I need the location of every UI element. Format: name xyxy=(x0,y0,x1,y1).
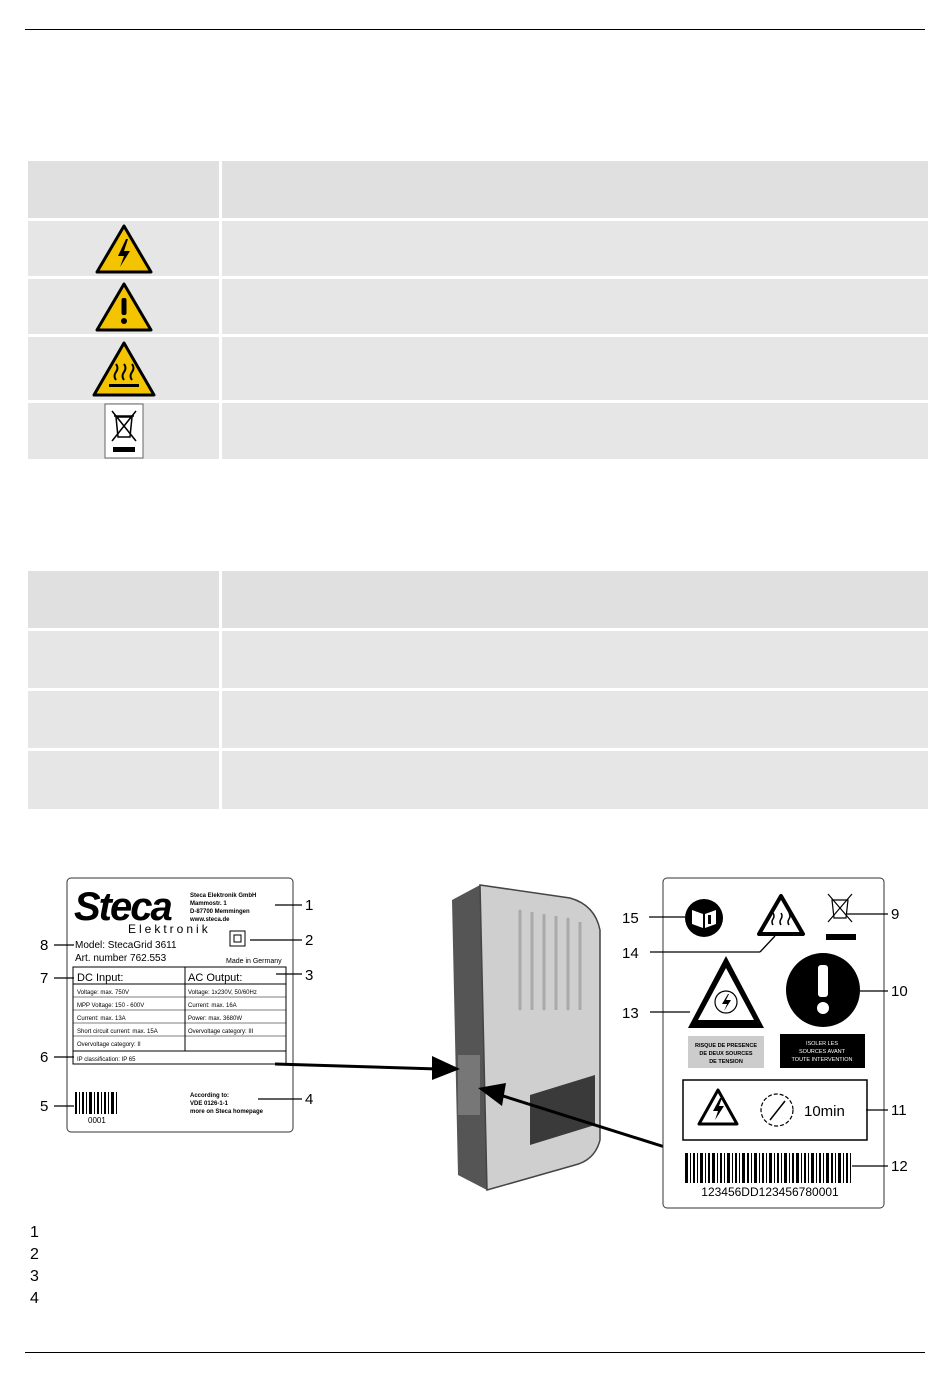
info-table xyxy=(28,571,928,809)
table-row xyxy=(28,221,928,276)
table-header xyxy=(28,161,928,218)
made-in-text: Made in Germany xyxy=(226,958,282,965)
table-row xyxy=(28,751,928,809)
french-warning-line: DE TENSION xyxy=(709,1059,743,1065)
weee-crossed-bin-icon xyxy=(104,403,144,459)
general-warning-icon xyxy=(95,281,153,333)
symbols-table xyxy=(28,161,928,459)
legend-item: 3 xyxy=(30,1268,39,1285)
french-warning-line: ISOLER LES xyxy=(805,1041,839,1047)
isolate-sources-warning-icon xyxy=(780,953,865,1068)
address-line: D-87700 Memmingen xyxy=(190,909,250,915)
callout-8: 8 xyxy=(40,937,49,954)
french-warning-line: DE DEUX SOURCES xyxy=(699,1051,753,1057)
table-row xyxy=(28,631,928,688)
ac-row: Current: max. 16A xyxy=(188,1003,237,1009)
dc-row: Current: max. 13A xyxy=(77,1016,126,1022)
callout-10: 10 xyxy=(891,983,908,1000)
callout-6: 6 xyxy=(40,1049,49,1066)
dc-input-header: DC Input: xyxy=(77,972,124,984)
table-header xyxy=(28,571,928,628)
model-text: Model: StecaGrid 3611 xyxy=(75,940,177,951)
according-line: According to: xyxy=(190,1093,229,1099)
table-row xyxy=(28,279,928,334)
callout-7: 7 xyxy=(40,970,49,987)
read-manual-icon xyxy=(685,899,723,937)
dc-row: Voltage: max. 750V xyxy=(77,990,130,996)
french-warning-line: TOUTE INTERVENTION xyxy=(791,1057,853,1063)
address-line: Steca Elektronik GmbH xyxy=(190,893,257,899)
table-row xyxy=(28,691,928,748)
table-row xyxy=(28,403,928,459)
bottom-rule xyxy=(25,1352,925,1353)
figure-legend xyxy=(30,1222,60,1310)
wait-time-text: 10min xyxy=(804,1103,845,1120)
barcode-number: 123456DD123456780001 xyxy=(701,1185,839,1199)
inverter-labels-figure xyxy=(40,870,920,1215)
callout-11: 11 xyxy=(891,1102,907,1119)
steca-logo: Steca xyxy=(74,885,171,929)
dc-row: Overvoltage category: II xyxy=(77,1042,141,1048)
callout-1: 1 xyxy=(305,897,314,914)
legend-item: 2 xyxy=(30,1246,39,1263)
legend-item: 4 xyxy=(30,1290,39,1307)
dc-row: MPP Voltage: 150 - 600V xyxy=(77,1003,145,1009)
callout-2: 2 xyxy=(305,932,314,949)
callout-3: 3 xyxy=(305,967,314,984)
dc-row: Short circuit current: max. 15A xyxy=(77,1029,158,1035)
ac-row: Voltage: 1x230V, 50/60Hz xyxy=(188,990,257,996)
ac-row: Power: max. 3680W xyxy=(188,1016,243,1022)
serial-number: 0001 xyxy=(88,1116,106,1125)
french-warning-line: SOURCES AVANT xyxy=(799,1049,845,1055)
callout-12: 12 xyxy=(891,1158,908,1175)
inverter-device xyxy=(452,885,600,1190)
art-number-text: Art. number 762.553 xyxy=(75,953,167,964)
ac-output-header: AC Output: xyxy=(188,972,243,984)
ip-classification: IP classification: IP 65 xyxy=(77,1057,136,1063)
according-line: VDE 0126-1-1 xyxy=(190,1101,229,1107)
callout-5: 5 xyxy=(40,1098,49,1115)
steca-logo-sub: Elektronik xyxy=(128,922,211,936)
table-row xyxy=(28,337,928,400)
callout-9: 9 xyxy=(891,906,900,923)
legend-item: 1 xyxy=(30,1224,39,1241)
callout-15: 15 xyxy=(622,910,639,927)
type-plate xyxy=(67,878,293,1132)
high-voltage-warning-icon xyxy=(95,223,153,275)
top-rule xyxy=(25,29,925,30)
according-line: more on Steca homepage xyxy=(190,1109,264,1115)
callout-13: 13 xyxy=(622,1005,639,1022)
callout-4: 4 xyxy=(305,1091,314,1108)
address-line: www.steca.de xyxy=(190,917,230,923)
warning-plate xyxy=(663,878,884,1208)
french-warning-line: RISQUE DE PRESENCE xyxy=(694,1043,758,1049)
inverter-label-area xyxy=(458,1055,480,1115)
address-line: Mammostr. 1 xyxy=(190,901,227,907)
hot-surface-warning-icon xyxy=(92,340,156,398)
ac-row: Overvoltage category: III xyxy=(188,1029,254,1035)
callout-14: 14 xyxy=(622,945,639,962)
